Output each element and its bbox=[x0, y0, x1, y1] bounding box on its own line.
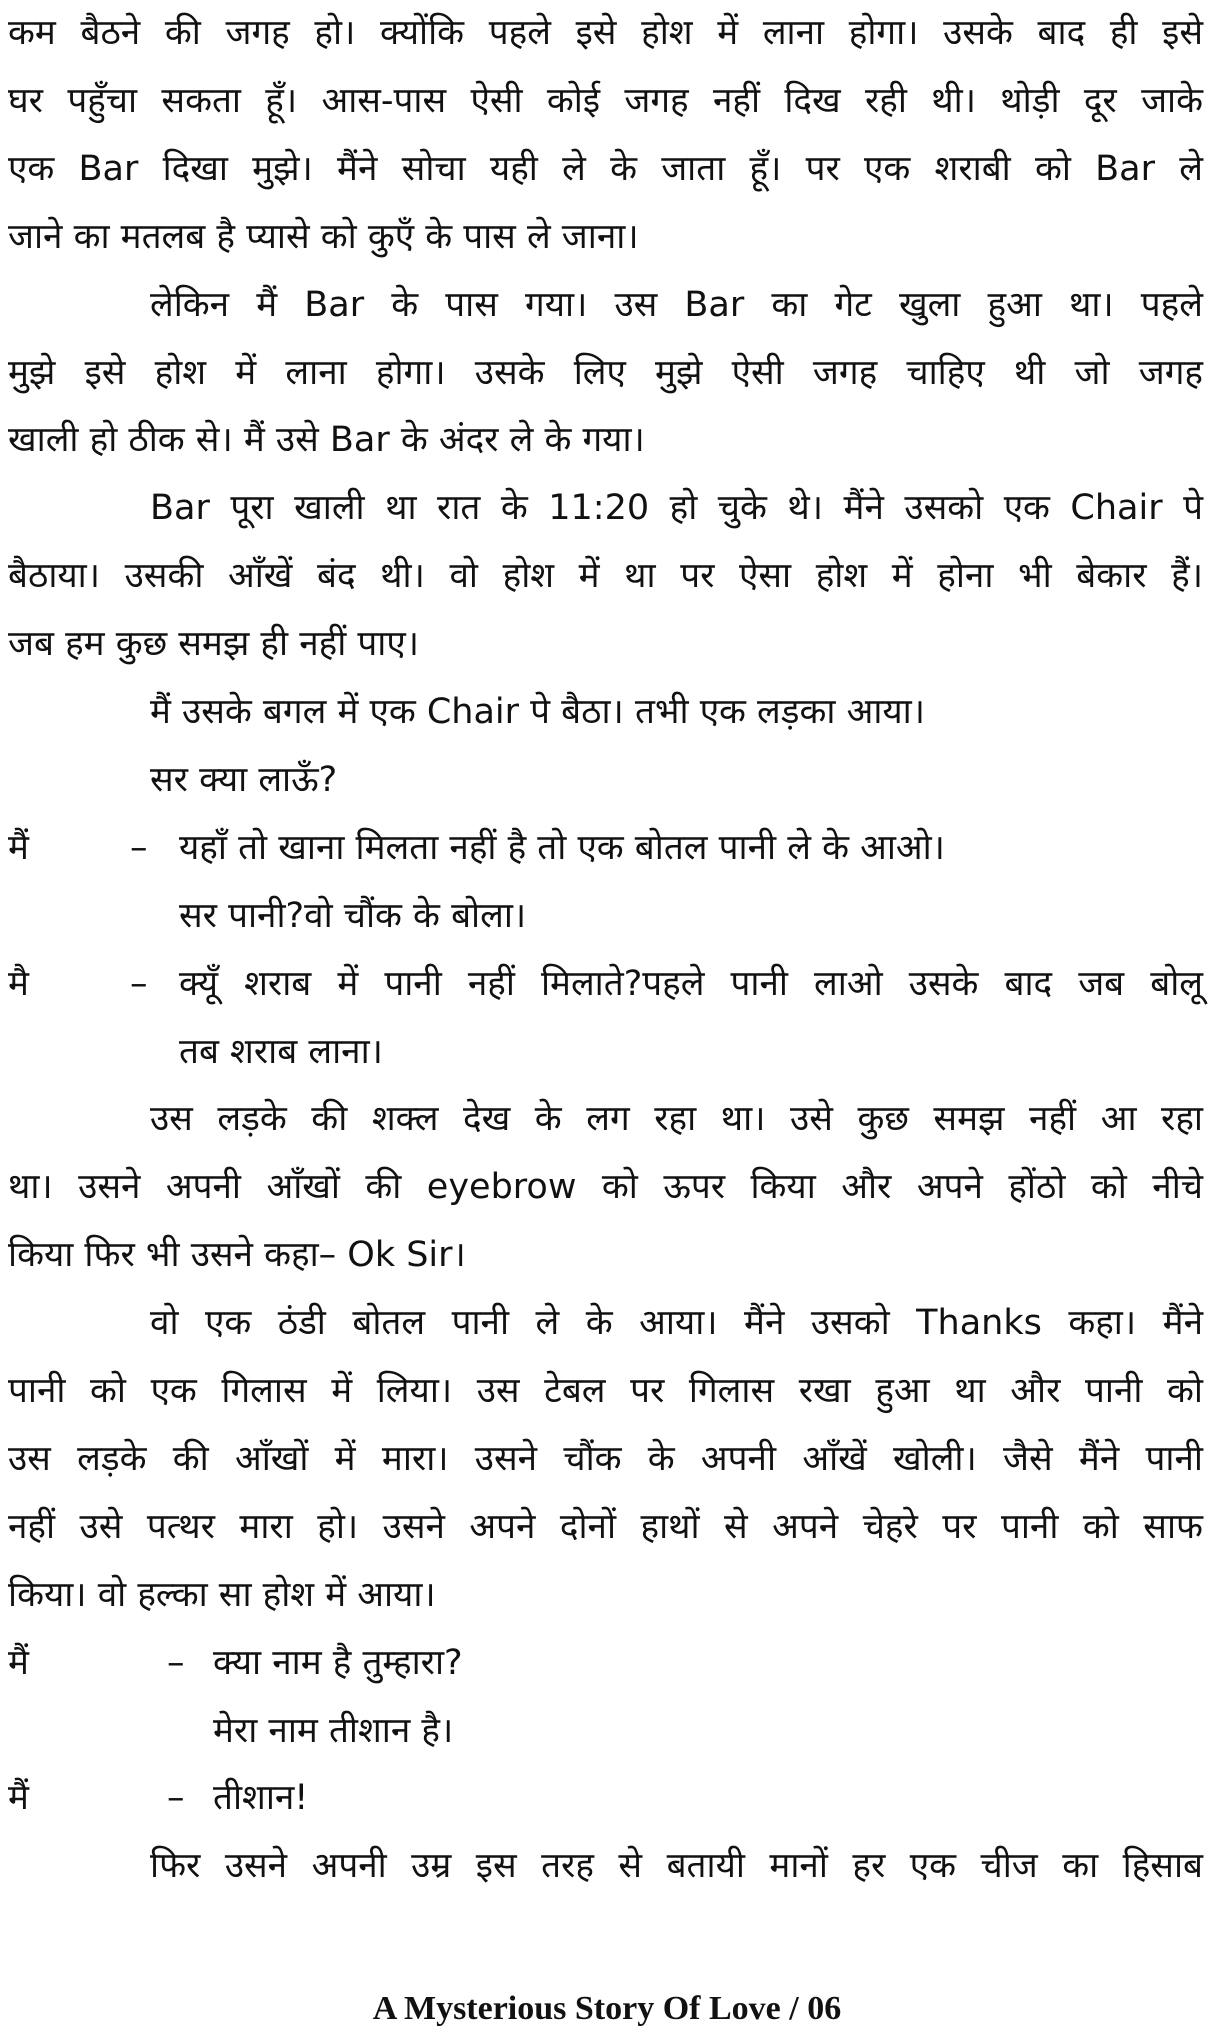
page-footer: A Mysterious Story Of Love / 06 bbox=[372, 1990, 842, 2027]
text-line: उस लड़के की शक्ल देख के लग रहा था। उसे कुछ समझ नहीं आ रहा bbox=[150, 1099, 1203, 1139]
dialogue-line bbox=[8, 1629, 1203, 1697]
text-line: उस लड़के की आँखों में मारा। उसने चौंक के अपनी आँखें खोली। जैसे मैंने पानी bbox=[8, 1439, 1203, 1479]
text-line: किया। वो हल्का सा होश में आया। bbox=[8, 1575, 436, 1615]
speaker: मैं bbox=[8, 828, 29, 868]
text-line: बैठाया। उसकी आँखें बंद थी। वो होश में था पर ऐसा होश में होना भी बेकार हैं। bbox=[8, 556, 1203, 596]
text-line: जब हम कुछ समझ ही नहीं पाए। bbox=[8, 624, 419, 664]
text-line: था। उसने अपनी आँखों की eyebrow को ऊपर किया और अपने होंठो को नीचे bbox=[8, 1167, 1203, 1207]
text-line: खाली हो ठीक से। मैं उसे Bar के अंदर ले के गया। bbox=[8, 420, 645, 460]
text-line: सर क्या लाऊँ? bbox=[150, 760, 338, 800]
text-line: घर पहुँचा सकता हूँ। आस-पास ऐसी कोई जगह नहीं दिख रही थी। थोड़ी दूर जाके bbox=[8, 81, 1203, 121]
text-line: मैं उसके बगल में एक Chair पे बैठा। तभी एक लड़का आया। bbox=[150, 692, 925, 732]
text-line: जाने का मतलब है प्यासे को कुएँ के पास ले जाना। bbox=[8, 217, 639, 257]
text-line: तब शराब लाना। bbox=[179, 1032, 383, 1072]
dialogue-text: क्यूँ शराब में पानी नहीं मिलाते?पहले पानी लाओ उसके बाद जब बोलू bbox=[179, 964, 1203, 1004]
text-line: सर पानी?वो चौंक के बोला। bbox=[179, 896, 527, 936]
dialogue-dash: – bbox=[130, 828, 148, 868]
text-line: मेरा नाम तीशान है। bbox=[213, 1711, 454, 1751]
text-line: लेकिन मैं Bar के पास गया। उस Bar का गेट खुला हुआ था। पहले bbox=[150, 285, 1203, 325]
dialogue-line bbox=[8, 1764, 1203, 1832]
text-line: नहीं उसे पत्थर मारा हो। उसने अपने दोनों हाथों से अपने चेहरे पर पानी को साफ bbox=[8, 1507, 1203, 1547]
speaker: मै bbox=[8, 964, 29, 1004]
speaker: मैं bbox=[8, 1778, 29, 1818]
text-line: किया फिर भी उसने कहा– Ok Sir। bbox=[8, 1235, 466, 1275]
speaker: मैं bbox=[8, 1643, 29, 1683]
text-line: Bar पूरा खाली था रात के 11:20 हो चुके थे। मैंने उसको एक Chair पे bbox=[150, 488, 1203, 528]
dialogue-dash: – bbox=[130, 964, 148, 1004]
dialogue-line bbox=[8, 950, 1203, 1018]
dialogue-text: तीशान! bbox=[213, 1778, 309, 1818]
text-line: फिर उसने अपनी उम्र इस तरह से बतायी मानों हर एक चीज का हिसाब bbox=[150, 1846, 1203, 1886]
dialogue-dash: – bbox=[167, 1778, 185, 1818]
dialogue-text: क्या नाम है तुम्हारा? bbox=[213, 1643, 463, 1683]
dialogue-dash: – bbox=[167, 1643, 185, 1683]
text-line: एक Bar दिखा मुझे। मैंने सोचा यही ले के जाता हूँ। पर एक शराबी को Bar ले bbox=[8, 149, 1203, 189]
dialogue-line bbox=[8, 814, 1203, 882]
dialogue-text: यहाँ तो खाना मिलता नहीं है तो एक बोतल पानी ले के आओ। bbox=[179, 828, 945, 868]
text-line: कम बैठने की जगह हो। क्योंकि पहले इसे होश में लाना होगा। उसके बाद ही इसे bbox=[8, 13, 1203, 53]
text-line: वो एक ठंडी बोतल पानी ले के आया। मैंने उसको Thanks कहा। मैंने bbox=[150, 1303, 1203, 1343]
text-line: पानी को एक गिलास में लिया। उस टेबल पर गिलास रखा हुआ था और पानी को bbox=[8, 1371, 1203, 1411]
text-line: मुझे इसे होश में लाना होगा। उसके लिए मुझे ऐसी जगह चाहिए थी जो जगह bbox=[8, 353, 1203, 393]
